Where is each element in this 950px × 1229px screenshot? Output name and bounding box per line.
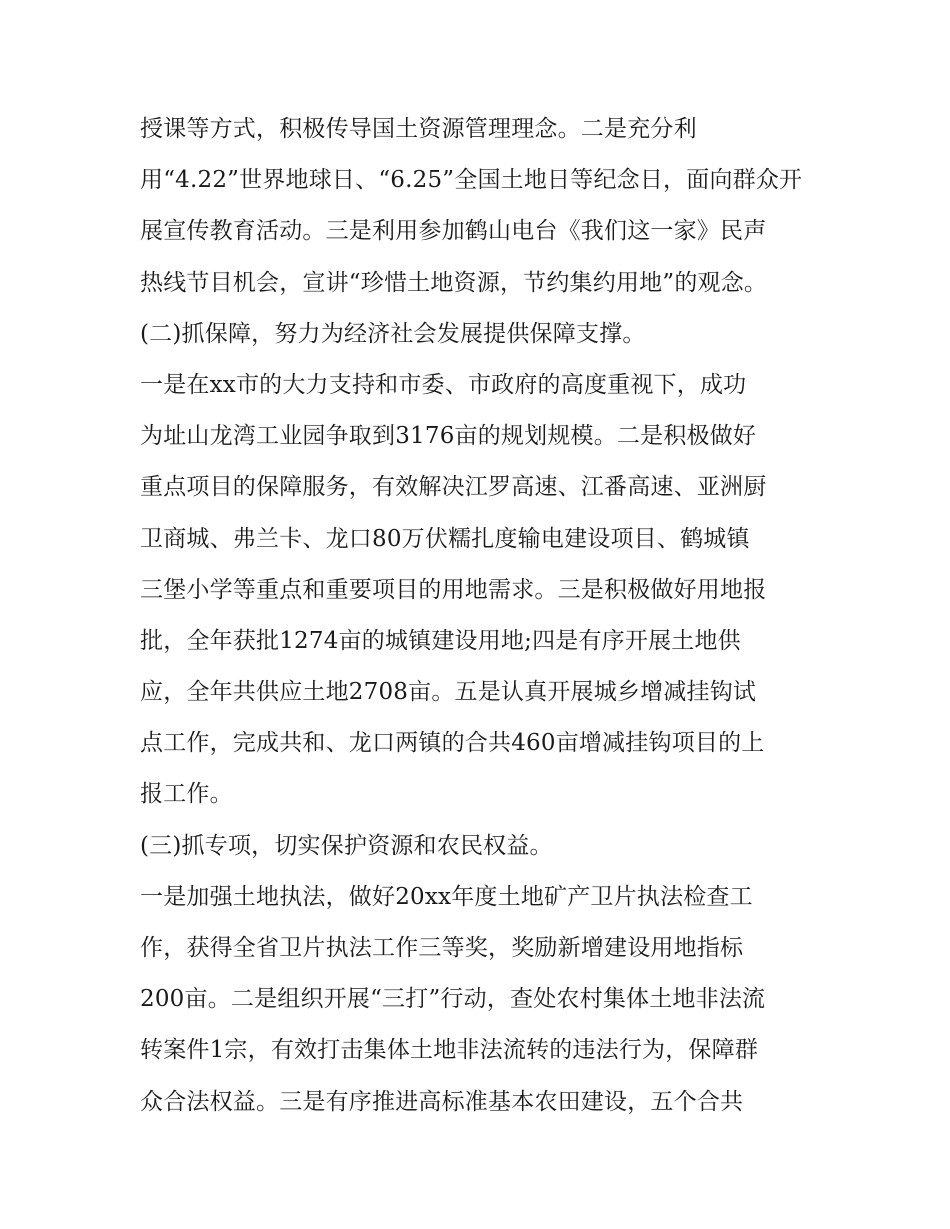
text-line-20: 众合法权益。三是有序推进高标准基本农田建设，五个合共 — [140, 1088, 744, 1115]
text-line-3: 展宣传教育活动。三是利用参加鹤山电台《我们这一家》民声 — [140, 218, 767, 245]
section-heading-2: (二)抓保障，努力为经济社会发展提供保障支撑。 — [140, 320, 646, 347]
text-line-19: 转案件1宗，有效打击集体土地非法流转的违法行为，保障群 — [140, 1037, 759, 1064]
text-line-13: 点工作，完成共和、龙口两镇的合共460亩增减挂钩项目的上 — [140, 730, 765, 757]
text-line-4: 热线节目机会，宣讲“珍惜土地资源，节约集约用地”的观念。 — [140, 269, 768, 296]
section-heading-3: (三)抓专项，切实保护资源和农民权益。 — [140, 832, 553, 859]
text-line-9: 卫商城、弗兰卡、龙口80万伏糯扎度输电建设项目、鹤城镇 — [140, 525, 750, 552]
document-body — [140, 104, 820, 1128]
text-line-8: 重点项目的保障服务，有效解决江罗高速、江番高速、亚洲厨 — [140, 474, 767, 501]
text-line-17: 作，获得全省卫片执法工作三等奖，奖励新增建设用地指标 — [140, 935, 744, 961]
text-line-12: 应，全年共供应土地2708亩。五是认真开展城乡增减挂钩试 — [140, 679, 757, 706]
text-line-1: 授课等方式，积极传导国土资源管理理念。二是充分利 — [140, 116, 697, 142]
text-line-11: 批，全年获批1274亩的城镇建设用地;四是有序开展土地供 — [140, 627, 741, 654]
text-line-18: 200亩。二是组织开展“三打”行动，查处农村集体土地非法流 — [140, 986, 766, 1013]
text-line-10: 三堡小学等重点和重要项目的用地需求。三是积极做好用地报 — [140, 576, 767, 603]
text-line-14: 报工作。 — [140, 781, 233, 808]
text-line-7: 为址山龙湾工业园争取到3176亩的规划规模。二是积极做好 — [140, 423, 757, 450]
text-line-16: 一是加强土地执法，做好20xx年度土地矿产卫片执法检查工 — [140, 883, 753, 910]
text-line-2: 用“4.22”世界地球日、“6.25”全国土地日等纪念日，面向群众开 — [140, 167, 803, 194]
text-line-6: 一是在xx市的大力支持和市委、市政府的高度重视下，成功 — [140, 371, 747, 398]
